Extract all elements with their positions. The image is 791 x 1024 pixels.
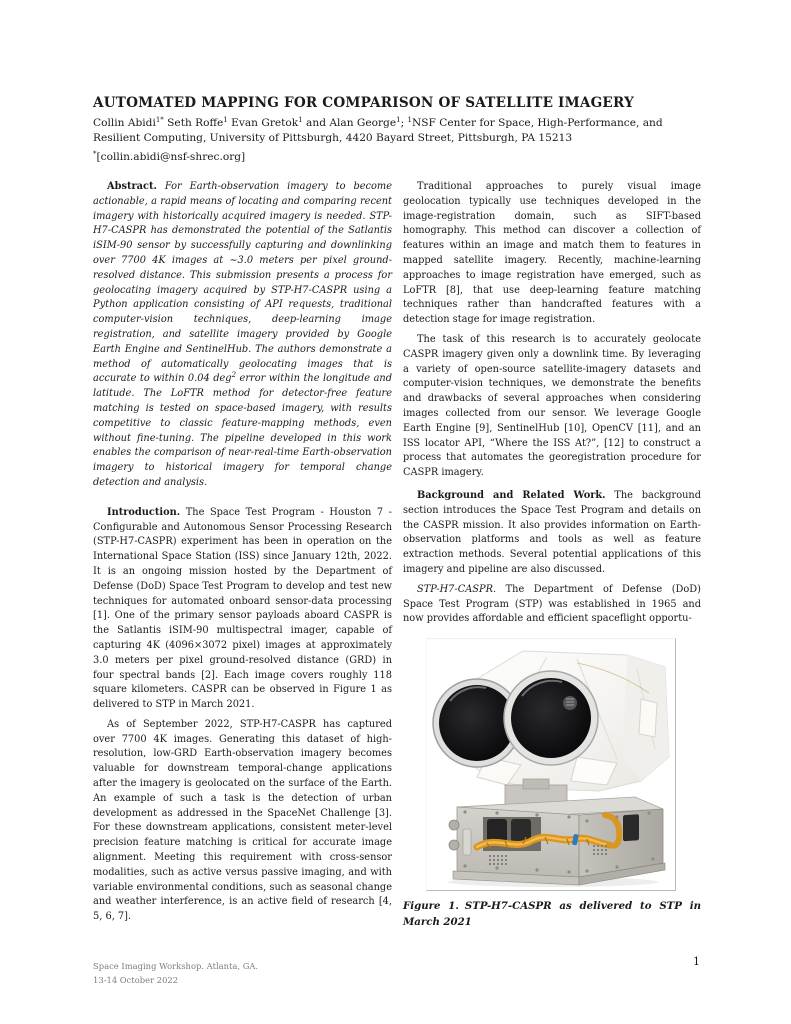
figure-1-caption (403, 899, 701, 930)
abstract-superscript: 2 (231, 371, 237, 380)
figure-caption-text: STP-H7-CASPR as delivered to STP in March 2021 (403, 900, 701, 928)
left-column (93, 180, 392, 930)
footer-venue-line1: Space Imaging Workshop. Atlanta, GA. (93, 961, 259, 971)
author-name: and Alan George$^1$ (302, 116, 401, 129)
author-footnote (93, 150, 700, 165)
page-number: 1 (693, 955, 700, 968)
introduction-paragraph-2 (93, 718, 392, 925)
stp-text: The Department of Defense (DoD) Space Test Program (STP) was established in 1965 and now provides affordable and efficient spaceflight opportu- (403, 583, 701, 625)
figure-1-image (426, 638, 676, 891)
figure-caption-label: Figure 1. (403, 900, 459, 912)
affiliation-superscript: 1 (407, 116, 412, 124)
abstract-text-1: For Earth-observation imagery to become actionable, a rapid means of locating and comparing recent imagery with historically acquired imagery is needed. STP-H7-CASPR has demonstrated the potential of the Satlantis iSIM-90 sensor by successfully capturing and downlinking over 7700 4K images at ∼3.0 meters per pixel ground-resolved distance. This submission presents a process for geolocating imagery acquired by STP-H7-CASPR using a Python application consisting of API requests, traditional computer-vision techniques, deep-learning image registration, and satellite imagery provided by Google Earth Engine and SentinelHub. The authors demonstrate a method of automatically geolocating images that is accurate to within 0.04 deg (93, 181, 392, 385)
geolocation-paragraph-2 (403, 333, 701, 481)
footer-venue (93, 959, 493, 987)
abstract-paragraph (93, 180, 392, 491)
author-superscript: 1 (298, 116, 303, 124)
author-superscript: 1 (223, 116, 228, 124)
abstract-heading: Abstract. (107, 181, 157, 192)
geolocation-paragraph-1 (403, 180, 701, 328)
background-heading: Background and Related Work. (417, 489, 606, 501)
abstract-text-2: error within the longitude and latitude. The LoFTR method for detector-free feature matching is tested on space-based imagery, with results competitive to classic feature-mapping methods, even without fine-tuning. The pipeline developed in this work enables the comparison of near-real-time Earth-observation imagery to historical imagery for temporal change detection and analysis. (93, 373, 392, 488)
affiliation-text: NSF Center for Space, High-Performance, and Resilient Computing, University of Pittsburgh, 4420 Bayard Street, Pittsburgh, PA 15213 (93, 117, 663, 145)
caspr-instrument-photo (427, 639, 675, 890)
stp-paragraph (403, 583, 701, 627)
right-column (403, 180, 701, 632)
author-superscript: 1 (396, 116, 401, 124)
geolocation-text-2: The task of this research is to accurately geolocate CASPR imagery given only a downlink time. By leveraging a variety of open-source satellite-imagery datasets and computer-vision techniques, we demonstrate the benefits and drawbacks of several approaches when considering images collected from our sensor. We leverage Google Earth Engine [9], SentinelHub [10], OpenCV [11], and an ISS locator API, “Where the ISS At?”, [12] to construct a process that automates the georegistration procedure for CASPR imagery. (403, 333, 701, 479)
author-name: Collin Abidi$^{1*}$ (93, 116, 164, 129)
author-superscript: 1* (155, 116, 164, 124)
author-name: Seth Roffe$^1$ (163, 116, 228, 129)
background-paragraph (403, 489, 701, 578)
footnote-email: [collin.abidi@nsf-shrec.org] (96, 151, 246, 163)
footnote-superscript: * (93, 150, 97, 158)
introduction-text-2: As of September 2022, STP-H7-CASPR has captured over 7700 4K images. Generating this dataset of high-resolution, low-GRD Earth-observation imagery becomes valuable for downstream temporal-change applications after the imagery is geolocated on the surface of the Earth. An example of such a task is the detection of urban development as addressed in the SpaceNet Challenge [3]. For these downstream applications, consistent meter-level precision feature matching is critical for accurate image alignment. Meeting this requirement with cross-sensor modalities, such as active versus passive imaging, and with variable environmental conditions, such as seasonal change and weather interference, is an active field of research [4, 5, 6, 7]. (93, 718, 392, 923)
background-text: The background section introduces the Space Test Program and details on the CASPR mission. It also provides information on Earth-observation platforms and tools as well as feature extraction methods. Several potential applications of this imagery and pipeline are also discussed. (403, 489, 701, 575)
footer-venue-line2: 13-14 October 2022 (93, 975, 179, 985)
stp-subsection-heading: STP-H7-CASPR. (417, 583, 497, 595)
author-separator: ; (400, 117, 408, 129)
author-name: Evan Gretok$^1$ (227, 116, 303, 129)
author-block (93, 116, 705, 146)
introduction-text-1: The Space Test Program - Houston 7 - Configurable and Autonomous Sensor Processing Research (STP-H7-CASPR) experiment has been in operation on the International Space Station (ISS) since January 12th, 2022. It is an ongoing mission hosted by the Department of Defense (DoD) Space Test Program to develop and test new techniques for automated onboard sensor-data processing [1]. One of the primary sensor payloads aboard CASPR is the Satlantis iSIM-90 multispectral imager, capable of capturing 4K (4096×3072 pixel) images at approximately 3.0 meters per pixel ground-resolved distance (GRD) in four spectral bands [2]. Each image covers roughly 118 square kilometers. CASPR can be observed in Figure 1 as delivered to STP in March 2021. (93, 506, 392, 711)
introduction-heading: Introduction. (107, 506, 181, 518)
introduction-paragraph-1 (93, 506, 392, 713)
geolocation-text-1: Traditional approaches to purely visual image geolocation typically use techniques developed in the image-registration domain, such as SIFT-based homography. This method can discover a collection of features within an image and match them to features in mapped satellite imagery. Recently, machine-learning approaches to image registration have emerged, such as LoFTR [8], that use deep-learning feature matching techniques rather than handcrafted features with a detection stage for image registration. (403, 181, 701, 326)
paper-title: AUTOMATED MAPPING FOR COMPARISON OF SATELLITE IMAGERY (93, 95, 634, 111)
